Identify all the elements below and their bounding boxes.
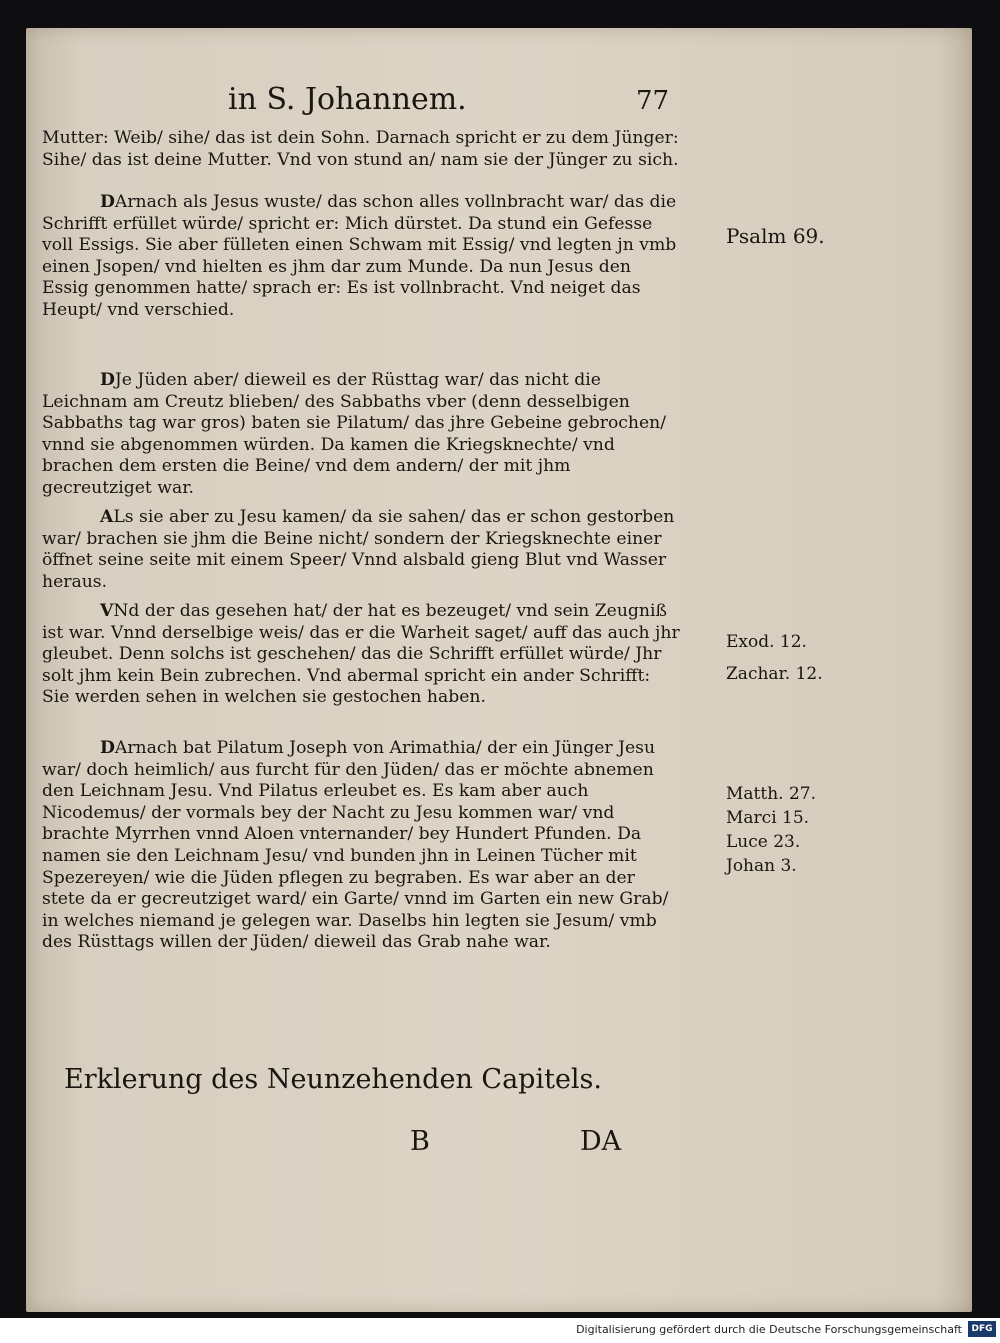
page-number: 77 bbox=[636, 86, 670, 116]
paragraph-3: DJe Jüden aber/ dieweil es der Rüsttag war/ das nicht die Leichnam am Creutz blieben/ des Sabbaths vber (denn desselbigen Sabbaths tag war gros) baten sie Pilatum/ das jhre Gebeine gebrochen/ vnnd sie abgenommen würden. Da kamen die Kriegsknechte/ vnd brachen dem ersten die Beine/ vnd dem andern/ der mit jhm gecreutziget war. bbox=[42, 370, 667, 498]
main-text-block bbox=[42, 128, 825, 954]
margin-note-marci: Marci 15. bbox=[726, 808, 810, 828]
paragraph-4: ALs sie aber zu Jesu kamen/ da sie sahen/ das er schon gestorben war/ brachen sie jhm die Beine nicht/ sondern der Kriegsknechte einer öffnet seine seite mit einem Speer/ Vnnd alsbald gieng Blut vnd Wasser heraus. bbox=[42, 507, 675, 592]
paragraph-6: DArnach bat Pilatum Joseph von Arimathia/ der ein Jünger Jesu war/ doch heimlich/ aus furcht für den Jüden/ das er möchte abnemen den Leichnam Jesu. Vnd Pilatus erleubet es. Es kam aber auch Nicodemus/ der vormals bey der Nacht zu Jesu kommen war/ vnd brachte Myrrhen vnnd Aloen vnternander/ bey Hundert Pfunden. Da namen sie den Leichnam Jesu/ vnd bunden jhn in Leinen Tücher mit Spezereyen/ wie die Jüden pflegen zu begraben. Es war aber an der stete da er gecreutziget ward/ ein Garte/ vnnd im Garten ein new Grab/ in welches niemand je gelegen war. Daselbs hin legten sie Jesum/ vmb des Rüsttags willen der Jüden/ dieweil das Grab nahe war. bbox=[42, 738, 669, 953]
funding-credit: Digitalisierung gefördert durch die Deutsche Forschungsgemeinschaft bbox=[576, 1323, 962, 1336]
margin-note-zachar: Zachar. 12. bbox=[726, 664, 823, 684]
dfg-logo: DFG bbox=[968, 1321, 996, 1337]
running-header bbox=[228, 82, 688, 122]
signature-mark: B bbox=[410, 1126, 430, 1157]
margin-note-exod: Exod. 12. bbox=[726, 632, 807, 652]
paragraph-5: VNd der das gesehen hat/ der hat es bezeuget/ vnd sein Zeugniß ist war. Vnnd derselbige weis/ das er die Warheit saget/ auff das auch jhr gleubet. Denn solchs ist geschehen/ das die Schrifft erfüllet würde/ Jhr solt jhm kein Bein zubrechen. Vnd abermal spricht ein ander Schrifft: Sie werden sehen in welchen sie gestochen haben. bbox=[42, 601, 680, 708]
chapter-heading: Erklerung des Neunzehenden Capitels. bbox=[64, 1064, 602, 1095]
margin-note-psalm: Psalm 69. bbox=[726, 224, 825, 248]
running-title: in S. Johannem. bbox=[228, 82, 467, 117]
paragraph-2: DArnach als Jesus wuste/ das schon alles vollnbracht war/ das die Schrifft erfüllet würde/ spricht er: Mich dürstet. Da stund ein Gefesse voll Essigs. Sie aber fülleten einen Schwam mit Essig/ vnd legten jn vmb einen Jsopen/ vnd hielten es jhm dar zum Munde. Da nun Jesus den Essig genommen hatte/ sprach er: Es ist vollnbracht. Vnd neiget das Heupt/ vnd verschied. bbox=[42, 192, 677, 320]
catchword: DA bbox=[580, 1126, 622, 1157]
margin-note-matth: Matth. 27. bbox=[726, 784, 816, 804]
footer-bar bbox=[0, 1318, 1000, 1343]
paragraph-1: Mutter: Weib/ sihe/ das ist dein Sohn. Darnach spricht er zu dem Jünger: Sihe/ das ist deine Mutter. Vnd von stund an/ nam sie der Jünger zu sich. bbox=[42, 128, 679, 170]
margin-note-luce: Luce 23. bbox=[726, 832, 801, 852]
margin-note-johan: Johan 3. bbox=[726, 856, 797, 876]
